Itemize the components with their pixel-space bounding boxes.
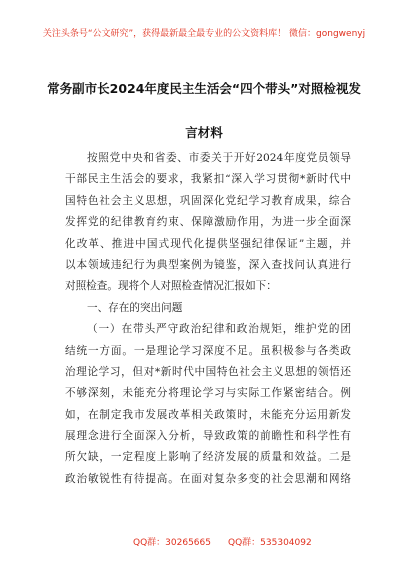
body-line: 政治敏锐性有待提高。在面对复杂多变的社会思潮和网络 <box>65 472 351 485</box>
body-line: （一）在带头严守政治纪律和政治规矩，维护党的团 <box>87 323 351 336</box>
qq-group-1: QQ群：30265665 <box>133 538 211 548</box>
body-line: 治理论学习，但对*新时代中国特色社会主义思想的领悟还 <box>65 365 351 378</box>
qq-group-2: QQ群：535304092 <box>228 538 312 548</box>
body-line: 如，在制定我市发展改革相关政策时，未能充分运用新发 <box>65 408 351 421</box>
body-line: 国特色社会主义思想，巩固深化党纪学习教育成果，综合 <box>65 194 351 207</box>
body-line: 展理念进行全面深入分析，导致政策的前瞻性和科学性有 <box>65 430 351 443</box>
body-line: 以本领域违纪行为典型案例为镜鉴，深入查找问认真进行 <box>65 258 351 271</box>
promo-banner: 关注头条号“公文研究”，获得最新最全最专业的公文资料库！ 微信：gongwenyj <box>42 29 366 39</box>
body-line: 对照检查。现将个人对照检查情况汇报如下： <box>65 280 277 293</box>
body-line: 发挥党的纪律教育约束、保障激励作用，为进一步全面深 <box>65 216 351 229</box>
body-line: 化改革、推进中国式现代化提供坚强纪律保证”主题，并 <box>65 237 351 250</box>
body-line: 不够深刻，未能充分将理论学习与实际工作紧密结合。例 <box>65 387 351 400</box>
document-body <box>65 148 351 490</box>
document-title-line-1: 常务副市长2024年度民主生活会“四个带头”对照检视发 <box>47 81 361 96</box>
body-line: 结统一方面。一是理论学习深度不足。虽积极参与各类政 <box>65 344 351 357</box>
document-title-line-2: 言材料 <box>185 125 223 140</box>
body-line: 所欠缺，一定程度上影响了经济发展的质量和效益。二是 <box>65 451 351 464</box>
section-heading: 一、存在的突出问题 <box>87 301 183 314</box>
body-line: 按照党中央和省委、市委关于开好2024年度党员领导 <box>87 152 351 164</box>
body-line: 干部民主生活会的要求，我紧扣“深入学习贯彻*新时代中 <box>65 173 351 186</box>
